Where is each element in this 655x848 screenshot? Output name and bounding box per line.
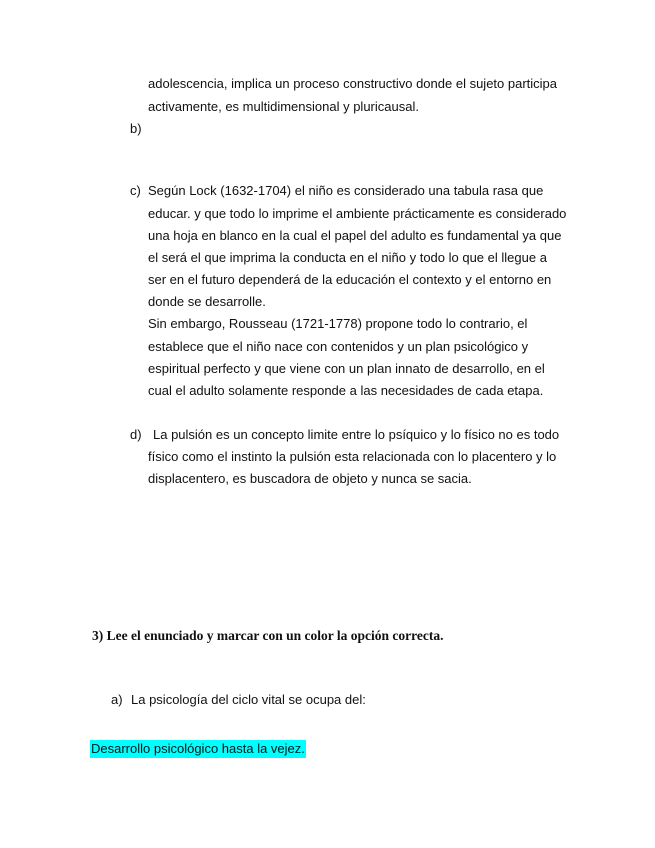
item-c-line: el será el que imprima la conducta en el niño y todo lo que el llegue a <box>148 250 547 265</box>
item-b-marker: b) <box>130 121 142 136</box>
item-c-line: establece que el niño nace con contenidos y un plan psicológico y <box>148 339 529 354</box>
item-c-line: ser en el futuro dependerá de la educación el contexto y el entorno en <box>148 272 552 287</box>
item-c-line: cual el adulto solamente responde a las necesidades de cada etapa. <box>148 383 544 398</box>
question-a-text: La psicología del ciclo vital se ocupa del: <box>131 692 366 707</box>
item-c-line: espiritual perfecto y que viene con un plan innato de desarrollo, en el <box>148 361 545 376</box>
item-d-line: displacentero, es buscadora de objeto y nunca se sacia. <box>148 471 472 486</box>
item-c-line: Según Lock (1632-1704) el niño es considerado una tabula rasa que <box>148 183 544 198</box>
item-d-line: La pulsión es un concepto limite entre lo psíquico y lo físico no es todo <box>153 427 560 442</box>
item-c-line: Sin embargo, Rousseau (1721-1778) propone todo lo contrario, el <box>148 316 528 331</box>
highlighted-answer: Desarrollo psicológico hasta la vejez. <box>91 741 305 756</box>
section-3-heading: 3) Lee el enunciado y marcar con un color la opción correcta. <box>92 628 444 643</box>
item-c-marker: c) <box>130 183 141 198</box>
item-c-line: educar. y que todo lo imprime el ambiente prácticamente es considerado <box>148 206 567 221</box>
item-c-line: donde se desarrolle. <box>148 294 266 309</box>
item-c-line: una hoja en blanco en la cual el papel del adulto es fundamental ya que <box>148 228 562 243</box>
paragraph-line: adolescencia, implica un proceso constructivo donde el sujeto participa <box>148 76 558 91</box>
item-d-line: físico como el instinto la pulsión esta relacionada con lo placentero y lo <box>148 449 557 464</box>
paragraph-line: activamente, es multidimensional y pluricausal. <box>148 99 419 114</box>
item-d-marker: d) <box>130 427 142 442</box>
question-a-marker: a) <box>111 692 123 707</box>
